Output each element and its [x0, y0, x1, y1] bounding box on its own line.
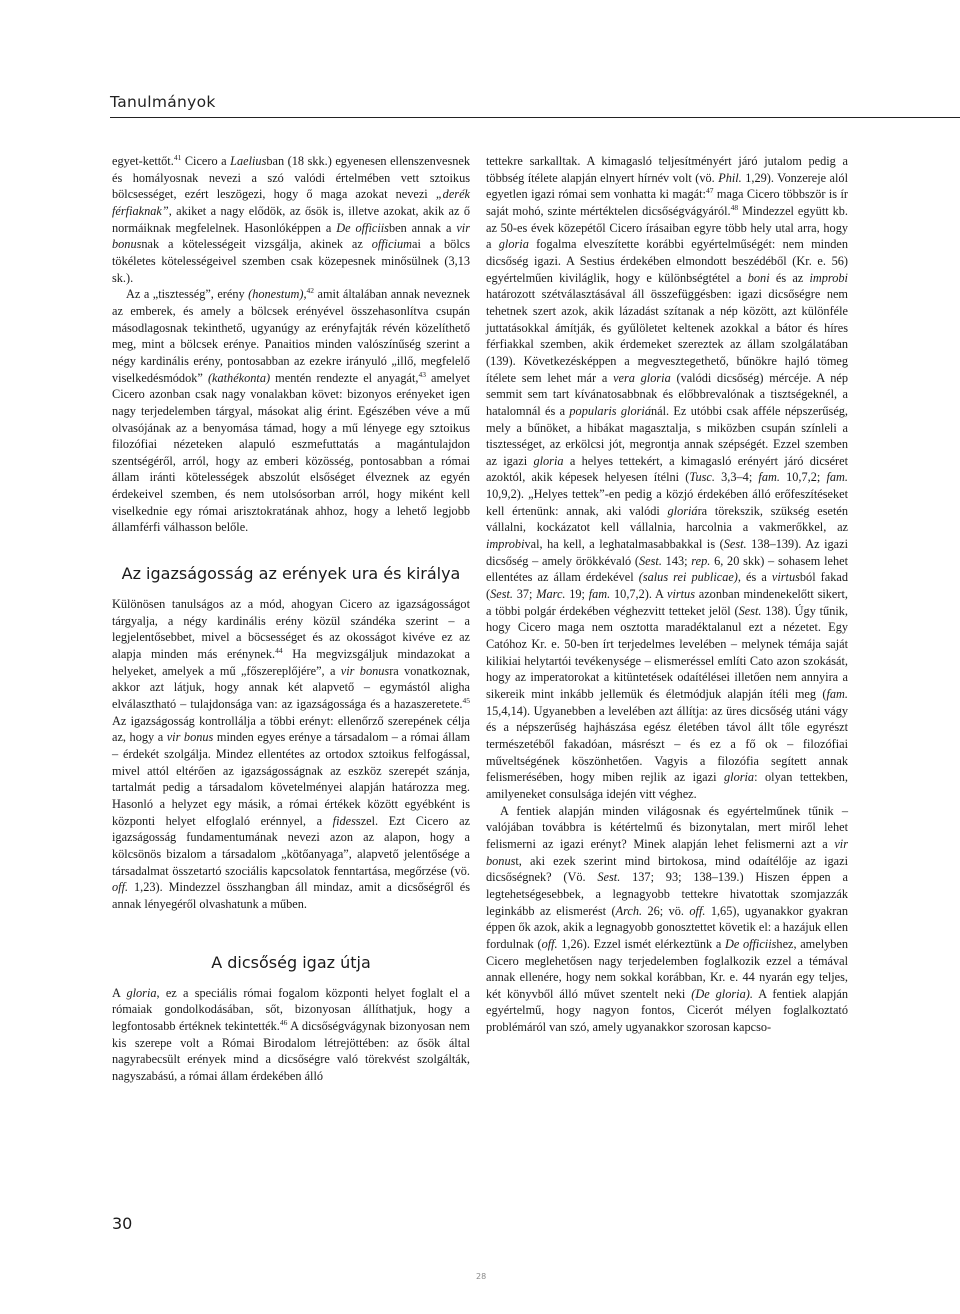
paragraph-4: A gloria, ez a speciális római fogalom központi helyet foglalt el a rómaiak gondolkodásában, sőt, bizonyosan állíthatjuk, hogy a legfontosabb értéknek tekintették.$^{46}$ A dicsőségvágynak bizonyosan nem kis szerepe volt a Római Birodalom létrejöttében: az ősök által nagyrabecsült erények mind a dicsőségre való törekvést szolgálták, nagyszabású, a római állam érdekében álló	[112, 985, 470, 1083]
footnote-ref: 48	[730, 202, 739, 212]
footnote-ref: 42	[306, 286, 315, 296]
footnote-ref: 41	[173, 153, 182, 162]
paragraph-5: tettekre sarkalltak. A kimagasló teljesítményért járó jutalom pedig a többség ítélete alapján elnyert hírnév volt (vö. Phil. 1,29). Vonzereje alól egyetlen igazi római sem vonhatta ki magát:$^{47}$ maga Cicero többször is ír saját mohó, szinte mértéktelen dicsőségvágyáról.$^{48}$ Mindezzel együtt kb. az 50-es évek közepétől Cicero írásaiban egyre több hely utal arra, hogy a gloria fogalma elveszítette korábbi egyértelműségét: nem minden dicsőség igazi. A Sestius érdekében elmondott beszédéből (Kr. e. 56) egyértelműen kiviláglik, hogy e különbségtétel a boni és az improbi határozott szétválasztásával áll összefüggésben: igazi dicsőségre nem tehetnek szert azok, akik lázadást szítanak a nép között, azt különféle juttatásokkal ámítják, és gyűlöletet keltenek azokkal a bátor és híres férfiakkal szemben, akik érdemeket szereztek az állam szolgálatában (139). Következésképpen a megvesztegethető, bűnökre hajló tömeg ítélete sem lehet már a vera gloria (valódi dicsőség) mércéje. A nép semmit sem tart kívánatosabbnak és előbbrevalónak a tisztségeknél, a hatalomnál és a popularis gloriánál. Ez utóbbi csak afféle népszerűség, mely a bűnöket, a hibákat magasztalja, s miközben csupán színleli a tisztességet, az erkölcsi jót, megrontja annak szépségét. Ezzel szemben az igazi gloria a helyes tettekért, a kimagasló erényért járó dicséret azoktól, akik képesek helyesen ítélni (Tusc. 3,3–4; fam. 10,7,2; fam. 10,9,2). „Helyes tettek”-en pedig a közjó érdekében álló erőfeszítéseket kell értenünk: annak, aki valódi gloriára törekszik, szükség esetén vállalni, kockázatot kell vállalnia, harcolnia a vakmerőkkel, az improbival, ha kell, a leghatalmasabbakkal is (Sest. 138–139). Az igazi dicsőség – amely örökkévaló (Sest. 143; rep. 6, 20 skk) – sohasem lehet ellentétes az állam érdekével (salus rei publicae), és a virtusból fakad (Sest. 37; Marc. 19; fam. 10,7,2). A virtus azonban mindenekelőtt sikert, a többi polgár érdekében véghezvitt tetteket jelöl (Sest. 138). Úgy tűnik, hogy Cicero maga nem osztotta maradéktalanul ezt a nézetet. Egy Catóhoz Kr. e. 50-ben írt terjedelmes levelében – melynek témája saját kilikiai helytartói tevékenysége – elismeréssel említi Cato azon szokását, hogy az imperatorokat a kitüntetések odaítélései illetően nem annyira a sikereik mint inkább jellemük és életmódjuk alapján ítéli meg (fam. 15,4,14). Ugyanebben a levelében azt állítja: az üres dicsőség utáni vágy és a népszerűség hajhászása egész életében távol állt tőle egyrészt természetéből fakadóan, másrészt – és ez a fő ok – filozófiai műveltségének köszönhetően. Vagyis a filozófia segített annak felismerésében, hogy miben rejlik az igazi gloria: olyan tettekben, amilyeneket consulsága idején vitt véghez.	[486, 154, 849, 801]
paragraph-2: Az a „tisztesség”, erény (honestum),$^{42}$ amit általában annak neveznek az emberek, és amely a bölcsek erényével összehasonlítva csupán másodlagosnak tekinthető, ugyanúgy az erényfajták révén közelíthető meg, mint a bölcsek erénye. Panaitios minden valószínűség szerint a négy kardinális erény, pontosabban az ezekre irányuló „illő, megfelelő viselkedésmódok” (kathékonta) mentén rendezte el anyagát,$^{43}$ amelyet Cicero azonban csak nagy vonalakban követ: bizonyos erényeket igen nagy terjedelemben tárgyal, másokat alig érint. Egészében véve a mű olvasójának az a benyomása támad, hogy a mű lényege egy sztoikus filozófiai nézeteken alapuló eszmefuttatás a magántulajdon szentségéről, arról, hogy az emberi közösség, pontosabban a római állam iránti kötelességek abszolút elsőséget élveznek az egyén érdekeivel szemben, és nem utolsósorban arról, hogy miként kell viselkednie egy római arisztokratának ahhoz, hogy a lehető legjobb államférfi válhasson belőle.	[112, 286, 470, 535]
page-number: 30	[112, 1214, 133, 1233]
footnote-ref: 47	[705, 186, 714, 196]
footnote-ref: 45	[462, 696, 470, 706]
paragraph-1: egyet-kettőt.$^{41}$ Cicero a Laeliusban (18 skk.) egyenesen ellenszenvesnek és homályosnak nevezi a szó valódi értelmében vett sztoikus bölcsességet, ezért leszögezi, hogy ő maga azokat nevezi „derék férfiaknak”, akiket a nagy elődök, az ősök is, illetve azokat, akik az ő normáiknak megfelelnek. Hasonlóképpen a De officiisben annak a vir bonusnak a kötelességeit vizsgálja, akinek az officiumai a bölcs tökéletes kötelességeivel szemben csak közepesnek minősülnek (3,13 sk.).	[112, 153, 471, 285]
sheet-number: 28	[476, 1272, 487, 1281]
running-header: Tanulmányok	[110, 93, 216, 111]
right-column	[486, 153, 848, 1036]
header-rule	[110, 117, 960, 118]
left-column	[112, 153, 470, 1085]
paragraph-6: A fentiek alapján minden világosnak és egyértelműnek tűnik – valójában továbbra is kétértelmű és bizonytalan, mert miről lehet felismerni az igazi erényt? Minek alapján lehet felismerni azt a vir bonust, aki ezek szerint mind birtokosa, mind odaítélője az igazi dicsőségnek? (Vö. Sest. 137; 93; 138–139.) Hiszen éppen a legtehetségesebbek, a legnagyobb tettekre hivatottak szomjazzák leginkább az elismerést (Arch. 26; vö. off. 1,65), ugyanakkor gyakran éppen ők azok, akik a legnagyobb gonosztettet követik el: a hazájuk ellen fordulnak (off. 1,26). Ezzel ismét elérkeztünk a De officiishez, amelyben Cicero meglehetősen nagy terjedelemben foglalkozik ezzel a témával annak ellenére, hogy nem sokkal korábban, Kr. e. 44 nyarán egy teljes, két könyvből álló művet szentelt neki (De gloria). A fentiek alapján egyértelmű, hogy nagyon fontos, Cicerót mélyen foglalkoztató problémáról van szó, amely ugyanakkor szorosan kapcso-	[486, 803, 849, 1035]
footnote-ref: 44	[275, 646, 283, 656]
footnote-ref: 46	[279, 1017, 288, 1027]
footnote-ref: 43	[418, 369, 426, 379]
paragraph-3: Különösen tanulságos az a mód, ahogyan Cicero az igazságosságot tárgyalja, a négy kardinális erény közül szándéka szerint – a legjelentősebbet, mivel a böcsességet és az okosságot kivéve ez az alapja minden más erénynek.$^{44}$ Ha megvizsgáljuk mindazokat a helyeket, amelyek a mű „főszereplőjére”, a vir bonusra vonatkoznak, akkor azt látjuk, hogy annak két alapvető – egymástól aligha elválasztható – tulajdonsága van: az igazságossága és a hazaszeretete.$^{45}$ Az igazságosság kontrollálja a többi erényt: ellenőrző szerepének célja az, hogy a vir bonus minden egyes erénye a társadalom – a római állam – érdekét szolgálja. Mindez ellentétes az ortodox sztoikus felfogással, mivel attól eltérően az igazságosságnak az eszköz szerepét szánja, tartalmát pedig a társadalom követelményei alapján határozza meg. Hasonló a helyzet egy másik, a római értékek között egyébként is központi helyet elfoglaló erénnyel, a fidesszel. Ezt Cicero az igazságosság fundamentumának nevezi azon az alapon, hogy a kölcsönös bizalom a társadalom „kötőanyaga”, alapvető jelentősége a társadalmat összetartó szociális kapcsolatok fenntartása, megőrzése (vö. off. 1,23). Mindezzel összhangban áll mindaz, amit a dicsőségről és annak lényegéről olvashatunk a műben.	[112, 597, 471, 911]
section-heading-justice: Az igazságosság az erények ura és királya	[121, 564, 461, 584]
section-heading-glory: A dicsőség igaz útja	[211, 952, 371, 972]
